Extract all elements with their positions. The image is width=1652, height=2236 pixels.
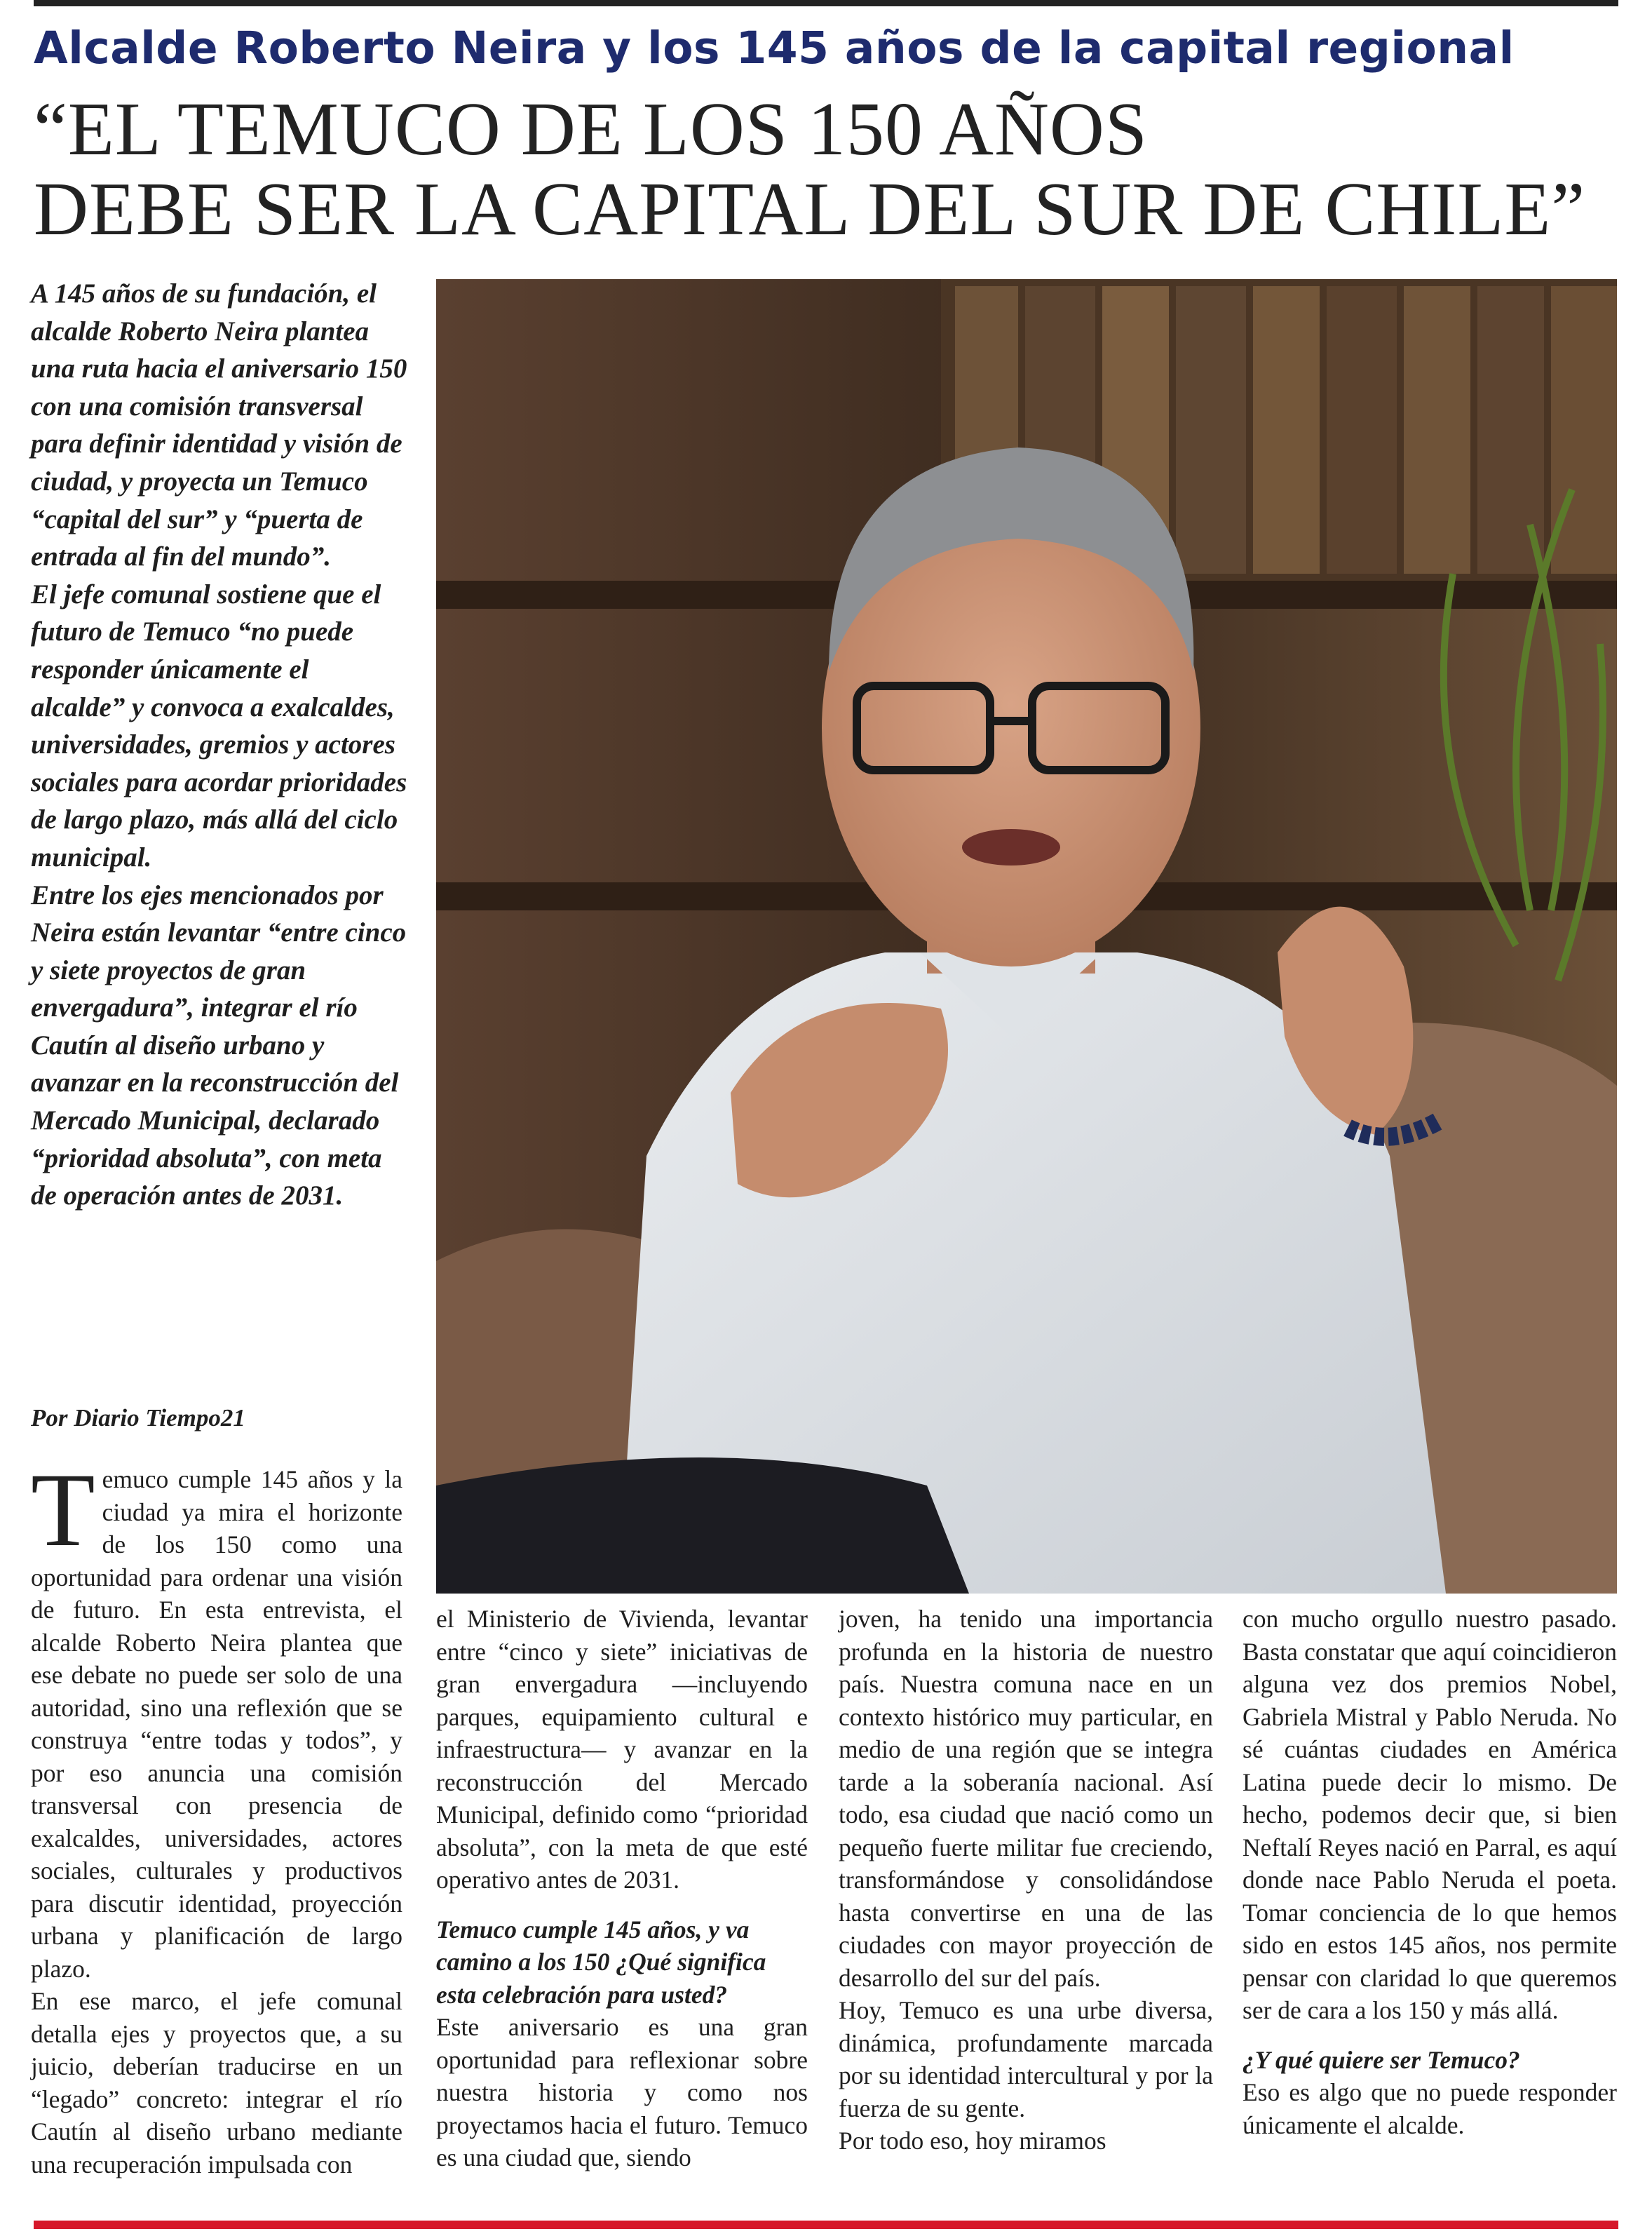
- lead-paragraph-3: Entre los ejes mencionados por Neira están levantar “entre cinco y siete proyectos de gran envergadura”, integrar el río Cautín al diseño urbano y avanzar en la reconstrucción del Mercado Municipal, declarado “prioridad absoluta”, con meta de operación antes de 2031.: [31, 880, 407, 1211]
- bottom-rule: [34, 2221, 1618, 2229]
- body-paragraph: emuco cumple 145 años y la ciudad ya mira el horizonte de los 150 como una oportunidad para ordenar una visión de futuro. En esta entrevista, el alcalde Roberto Neira plantea que ese debate no puede ser solo de una autoridad, sino una reflexión que se construya “entre todas y todos”, y por eso anuncia una comisión transversal con presencia de exalcaldes, universidades, actores sociales, culturales y productivos para discutir identidad, proyección urbana y planificación de largo plazo.: [31, 1465, 402, 1983]
- interview-question: Temuco cumple 145 años, y va camino a los 150 ¿Qué significa esta celebración para usted?: [436, 1915, 766, 2009]
- portrait-photo: [436, 279, 1617, 1594]
- body-column-2: [436, 1603, 808, 2174]
- headline: [34, 90, 1618, 250]
- body-paragraph: Por todo eso, hoy miramos: [839, 2127, 1106, 2155]
- top-rule: [34, 0, 1618, 6]
- lead-paragraph-2: El jefe comunal sostiene que el futuro de Temuco “no puede responder únicamente el alcalde” y convoca a exalcaldes, universidades, gremios y actores sociales para acordar prioridades de largo plazo, más allá del ciclo municipal.: [31, 579, 407, 873]
- body-paragraph: Hoy, Temuco es una urbe diversa, dinámica, profundamente marcada por su identidad intercultural y por la fuerza de su gente.: [839, 1996, 1213, 2122]
- interview-question: ¿Y qué quiere ser Temuco?: [1243, 2045, 1520, 2074]
- headline-line-2: DEBE SER LA CAPITAL DEL SUR DE CHILE”: [34, 168, 1586, 251]
- body-paragraph: En ese marco, el jefe comunal detalla ejes y proyectos que, a su juicio, deberían traducirse en un “legado” concreto: integrar el río Cautín al diseño urbano mediante una recuperación impulsada con: [31, 1987, 402, 2178]
- photo-illustration: [436, 279, 1617, 1594]
- lead-summary: [31, 275, 409, 1215]
- body-paragraph: el Ministerio de Vivienda, levantar entre “cinco y siete” iniciativas de gran envergadura —incluyendo parques, equipamiento cultural e infraestructura— y avanzar en la reconstrucción del Mercado Municipal, definido como “prioridad absoluta”, con la meta de que esté operativo antes de 2031.: [436, 1605, 808, 1894]
- body-paragraph: Eso es algo que no puede responder únicamente el alcalde.: [1243, 2078, 1617, 2139]
- byline: Por Diario Tiempo21: [31, 1404, 245, 1432]
- body-column-1: [31, 1452, 402, 2181]
- drop-cap: T: [31, 1452, 95, 1568]
- body-column-3: [839, 1603, 1213, 2157]
- headline-line-1: “EL TEMUCO DE LOS 150 AÑOS: [34, 88, 1148, 171]
- lead-paragraph-1: A 145 años de su fundación, el alcalde Roberto Neira plantea una ruta hacia el aniversario 150 con una comisión transversal para definir identidad y visión de ciudad, y proyecta un Temuco “capital del sur” y “puerta de entrada al fin del mundo”.: [31, 278, 407, 572]
- kicker-title: Alcalde Roberto Neira y los 145 años de la capital regional: [34, 22, 1515, 74]
- body-column-4: [1243, 1603, 1617, 2141]
- body-paragraph: joven, ha tenido una importancia profunda en la historia de nuestro país. Nuestra comuna nace en un contexto histórico muy particular, en medio de una región que se integra tarde a la soberanía nacional. Así todo, esa ciudad que nació como un pequeño fuerte militar fue creciendo, transformándose y consolidándose hasta convertirse en una de las ciudades con mayor proyección de desarrollo del sur del país.: [839, 1605, 1213, 1992]
- body-paragraph: con mucho orgullo nuestro pasado. Basta constatar que aquí coincidieron alguna vez dos premios Nobel, Gabriela Mistral y Pablo Neruda. No sé cuántas ciudades en América Latina puede decir lo mismo. De hecho, podemos decir que, si bien Neftalí Reyes nació en Parral, es aquí donde nace Pablo Neruda el poeta. Tomar conciencia de lo que hemos sido en estos 145 años, nos permite pensar con claridad lo que queremos ser de cara a los 150 y más allá.: [1243, 1605, 1617, 2024]
- body-paragraph: Este aniversario es una gran oportunidad para reflexionar sobre nuestra historia y como nos proyectamos hacia el futuro. Temuco es una ciudad que, siendo: [436, 2013, 808, 2171]
